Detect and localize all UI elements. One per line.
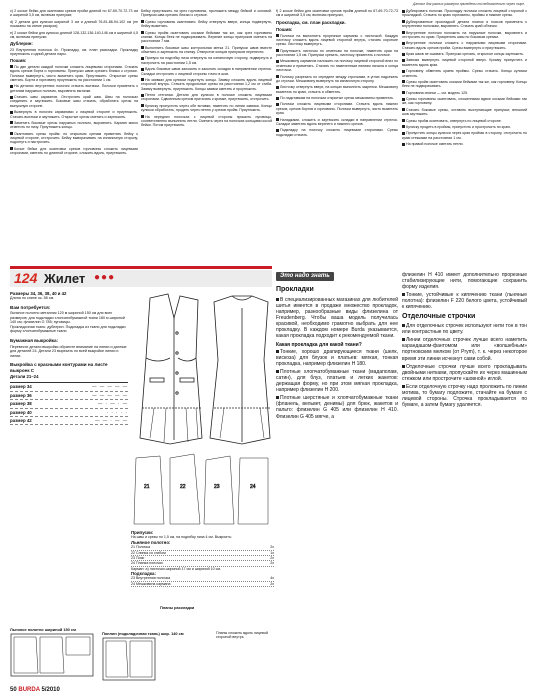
bullet-square-icon [10, 85, 13, 88]
section-heading: Дублерин: [10, 41, 33, 47]
text-paragraph: d) 2 детали для кулиски шириной 3 см и длиной 76-81-86-94-102 см (не показаны на схеме раскроя); [10, 19, 138, 29]
svg-text:21: 21 [144, 484, 150, 490]
extra-text: Карман: а) листочки шириной 17 см и шириной 10 см. [131, 566, 221, 571]
bullet-square-icon [402, 31, 405, 34]
model-number: 124 [14, 270, 38, 286]
info-item: Отделочные строчки лучше всего прокладывать двойными нитками, пропускайте их через машинным стежком или прострочите «шовной» иглой. [402, 363, 527, 382]
text-paragraph: Окантовать срезы пройм: по открытым срезам приметать бейку к лицевой стороне, отстрочить. Бейку выворачивать на изнаночную сторону, подогнуть и настрочить. [10, 131, 138, 145]
text-paragraph: Внутренние полочки положить на наружные полочки, выровнять и отстрочить по краю. Прикрепить швы по боковым срезам. [402, 30, 527, 39]
bullet-square-icon [402, 59, 405, 62]
issue-number: 5/2010 [41, 686, 60, 693]
svg-text:23: 23 [214, 484, 220, 490]
text-paragraph: е) 2 косые бейки для кулисок длиной 128-132-136-140-146 см и шириной 4,5 см, включая припуски. [10, 30, 138, 39]
fabric-parts-heading: Льняное полотно: [131, 539, 171, 545]
info-badge: Это надо знать [276, 272, 334, 281]
lining-layout-title: Поплин (подкладочная ткань) шир. 140 см [102, 631, 184, 636]
size-row: размер 34 — — — — — [10, 383, 128, 391]
plans-title: Планы раскладки [160, 605, 195, 610]
bullet-square-icon [10, 121, 13, 124]
bullet-square-icon [402, 91, 405, 94]
bullet-square-icon [141, 57, 144, 60]
info-title: Прокладки [276, 286, 314, 294]
part-row: 24 Планка полочки 2х [131, 561, 274, 566]
notions-text: Прокладочная ткань: дублерин. Подкладка из ткани для подкладки форму хлопчатобумажные ткани. [10, 324, 126, 334]
text-paragraph: Края швов не сшивать. Припуски срезать, открытые концы заутюжить. [402, 52, 527, 56]
text-paragraph: Вывернуть в полочек карманами к лицевой стороне и приутюжить. Стачать вытачки и заутюжить. Открытые срезы сметать и заутюжить. [10, 110, 138, 119]
size-row: размер 36 — — — — — [10, 392, 128, 400]
page-number: 50 [10, 686, 17, 693]
info-item: флизелин H 410 имеет дополнительно прорезные стабилизирующие нити, помогающие сохранить форму изделия. [402, 272, 527, 291]
svg-text:22: 22 [180, 484, 186, 490]
model-name: Жилет [44, 271, 86, 286]
materials-heading: Вам потребуется: [10, 304, 51, 310]
text-paragraph: Горловина спинки — см. модель 125. [402, 91, 527, 95]
size-row: размер 42 — — · — — [10, 417, 128, 425]
bullet-square-icon [276, 118, 279, 121]
vest-drawing-icon [130, 288, 272, 528]
text-paragraph: На деталях внутренних полочек стачать вытачки. Полочки приметать к деталям наружных полочек, выровнять вытачки. [10, 84, 138, 93]
bullet-square-icon [276, 129, 279, 132]
text-paragraph: Горловину обметать краем проймы. Срезы стачать. Концы кулиски отметить. [402, 69, 527, 78]
pattern-sheet-heading: Выкройка с красными контурами на листе выкроек С [10, 362, 108, 373]
paper-pattern-text: Перевести детали выкройки обратите внимание на линии и данные для деталей 24. Детали 23 вырезать по всей выкройке линии и линии. [10, 344, 127, 358]
svg-text:24: 24 [250, 484, 256, 490]
section-heading: Пошив: [10, 58, 27, 64]
bullet-square-icon [402, 80, 405, 83]
bullet-square-icon [402, 338, 405, 341]
bullet-square-icon [402, 98, 405, 101]
text-paragraph: По надставкам на полочках открытые срезы мешковины приметать. [276, 96, 398, 100]
bullet-square-icon [10, 65, 13, 68]
model-banner [10, 270, 272, 287]
text-paragraph: Петля стеганая. Детали для кулиски в полоске сложить лицевыми сторонами. Сдвоенным срезом притачать к кромке, приутюжить, отстрочить. [141, 93, 272, 102]
bullet-square-icon [276, 49, 279, 52]
sizes-title: Размеры 34, 36, 38, 40 и 42 [10, 291, 67, 296]
page-note: Данные для разных размеров приведены последовательно через тире. [413, 2, 525, 6]
text-paragraph: Срезы пройм окантовать косыми бейками так же, как горловину. Концы беек не подворачивать. [402, 79, 527, 89]
text-paragraph: с) 2 косые бейки для окантовки срезов пройм длиной по 67-69-70-72-73 см и шириной 3,5 см, включая припуски; [10, 9, 138, 18]
allowances-text: На швы и срезы по 1,5 см, на подгибку низа 4 см. Выкроить: [131, 535, 232, 540]
text-paragraph: f) 2 косые бейки для окантовки срезов пройм длиной по 67-69-70-72-73 см и шириной 3,5 см, включая припуски; [276, 9, 398, 18]
linen-layout [10, 628, 94, 678]
bullet-square-icon [402, 324, 405, 327]
bullet-square-icon [402, 108, 405, 111]
part-row: 21 Полочка 2х [131, 545, 274, 550]
text-paragraph: Вдоль боковых швов заложить и заколоть складки в направлении стрелок. Складки отстрочить с лицевой стороны точно в шов. [141, 67, 272, 76]
bullet-square-icon [402, 365, 405, 368]
plans-note: Планы сложить вдоль лицевой стороной внутрь [216, 630, 268, 640]
bullet-square-icon [141, 115, 144, 118]
part-row: 24 Мешковина кармана 2х [131, 581, 274, 586]
bullet-square-icon [141, 68, 144, 71]
text-paragraph: Полочку разрезать по середине между строчками, в углах надсекать до строчки. Мешковину вывернуть на изнаночную сторону. [276, 74, 398, 83]
decorative-stitching-box [402, 272, 527, 688]
bullet-square-icon [276, 350, 279, 353]
page-footer [10, 687, 60, 694]
materials-text: Льняное полотно металлик 120 м шириной 150 см для всех размеров; для подкладки хлопчатобумажной ткани 180 м шириной 140 см; флизелин G 785; пуговицы. [10, 311, 125, 325]
bullet-square-icon [402, 53, 405, 56]
info-item: Если отделочную строчку надо проложить по линии мотива, то бумагу подложите, стачайте на бумаге с лицевой стороны. Строчка прокладывается по бумаге, а затем бумагу удаляется. [402, 383, 527, 409]
text-paragraph: Пропустить концы кулиски через края проймы в сторону, отстрочить по краю стежками на расстоянии 1 см. [402, 131, 527, 140]
paper-pattern-heading: Бумажная выкройка: [10, 337, 59, 343]
bullet-square-icon [141, 31, 144, 34]
info-item: Тонкие, хорошо драпирующиеся ткани (шелк, вискоза) для блузок и платьев: мягкая, тонкая прокладка, например флизелин H 180. [276, 348, 398, 367]
info-item: Для отделочных строчек используют нити тон в тон или контрастные по цвету. [402, 323, 527, 336]
bullet-square-icon [276, 103, 279, 106]
bullet-square-icon [141, 104, 144, 107]
brand-name: BURDA [18, 686, 40, 693]
bullet-square-icon [276, 370, 279, 373]
bullet-square-icon [141, 46, 144, 49]
allowances-heading: Припуски: [131, 530, 154, 535]
text-paragraph: По две детали каждой полочки сложить лицевыми сторонами. Стачать вдоль срезов борта и горловины. Припуски швов срезать близко к строчке. Полочки вывернуть, чисто выметать края. Приутюжить. Открытые срезы сметать. Борта и горловину проутюжить на расстоянии 1 см. [10, 64, 138, 82]
vest-technical-drawing [130, 288, 272, 528]
text-paragraph: Срезы пройм окантовать, отвернуть по лицевой стороне. [402, 119, 527, 123]
bullet-square-icon [402, 385, 405, 388]
instructions-column-1 [10, 9, 138, 264]
bullet-square-icon [141, 20, 144, 23]
bullet-square-icon [402, 10, 405, 13]
lining-parts-heading: Подкладка: [131, 571, 156, 576]
red-divider [10, 266, 272, 269]
linen-layout-diagram-icon [10, 633, 94, 677]
section-heading: Прокладка, см. план раскладки. [276, 19, 346, 25]
instructions-column-2 [141, 9, 272, 264]
text-paragraph: Полочки сложить лицевыми сторонами. Стачать вдоль нижних срезов, срезов бортов и горловины. Полочки вывернуть, чисто выметать края. [276, 102, 398, 116]
size-row: размер 40 · · · · · [10, 409, 128, 417]
text-paragraph: Припуск на подгибку низа отвернуть на изнаночную сторону, подвернуть и настрочить на расстоянии 1,5 см. [141, 56, 272, 65]
text-paragraph: Внутренние полочки сложить с наружными лицевыми сторонами. Стачать вдоль срезов пройм. Срезы вывернуть и приутюжить. [402, 41, 527, 50]
info-intro: В специализированных магазинах для любителей шитья имеется в продаже множество прокладок, например, разнообразные виды флизелина от Freudenberg. Чтобы ваша модель получилась красивой, необходимо грамотно выбрать для нее прокладку. В каждом номере Burda указывается, какая прокладка подходит к рекомендуемой ткани. [276, 296, 398, 340]
text-paragraph: Стачать боковые срезы, оставить выступающие припуски; внешний шов заутюжить. [402, 107, 527, 117]
instructions-column-4 [402, 9, 527, 269]
text-paragraph: На передних полочках с лицевой стороны пришить пуговицы, соответственно выполнить петли. Сметать через на полочках кольцами косой бейки. Потом приутюжить. [141, 114, 272, 128]
bullet-square-icon [402, 119, 405, 122]
bullet-square-icon [402, 20, 405, 23]
model-specs [10, 291, 128, 425]
bullet-square-icon [276, 86, 279, 89]
difficulty-dots: ●●● [94, 272, 116, 283]
text-paragraph: Косые бейки для окантовки срезов горловины сложить лицевыми сторонами, сметать по длинной стороне, сложить вдоль, приутюжить. [10, 146, 138, 156]
text-paragraph: Мешковину карманов наложить на полочку лицевой стороной вниз по отметкам и приметать. Стачать по намеченным линиям начала и конца листочки. [276, 59, 398, 73]
text-paragraph: Дублировать полочки. Прокладку полочки сложить лицевой стороной с прокладкой. Стачать по краю горловины, проймы и нижние срезы. [402, 9, 527, 18]
text-paragraph: На правой полочке сметать петли. [402, 142, 527, 146]
text-paragraph: Срезы горловины окантовать: бейку отвернуть вверх, концы подвернуть, бейку выметать. [141, 19, 272, 29]
text-paragraph: 23 Внутренняя полочка 4х. Прокладку, см. план раскладки. Прокладку приутюжить к одной детали пары. [10, 47, 138, 56]
bullet-square-icon [402, 293, 405, 296]
text-paragraph: Кулиску продеть в проймы, припустить и прострочить по краю. [402, 125, 527, 129]
size-legend [10, 382, 128, 425]
text-paragraph: Дублированные прокладкой детали планок и поясов приметать к внутренним полочкам, выровнять. Стачать край обтачки. [402, 19, 527, 29]
info-item: Тонкие, устойчивые к кипячению ткани (льняные полотна): флизелин F 220 белого цвета, устойчивый к кипячению. [402, 292, 527, 311]
part-row: 23 Пояс 2х [131, 555, 274, 560]
linen-layout-title: Льняное полотно шириной 150 см [10, 627, 76, 632]
text-paragraph: Срезы пройм окантовать косыми бейками так же, как срез горловины спинки. Концы беек не подворачивать. Верхние концы припусков сметать на расстоянии 7 мм. [141, 30, 272, 44]
text-paragraph: Приутюжить листочки по отметкам на полочке, наметить края на расстоянии 1,5 см. Припуски срезать, листочку приметать к полочке. [276, 48, 398, 57]
section-heading: Пошив: [276, 27, 293, 33]
bullet-square-icon [402, 125, 405, 128]
bullet-square-icon [402, 143, 405, 146]
size-row: размер 38 — · — · — [10, 400, 128, 408]
text-paragraph: Кулиску пропустить через обе вставки, наметить по линии завязок. Концы кулиски обработать, продеть через петлю у срезов пройм. Приутюжить. [141, 103, 272, 113]
text-paragraph: Листочку отвернуть вверх, на концах выполнить закрепки. Мешковину выметать по краю, стачать и обметать. [276, 85, 398, 94]
info-item: Линии отделочных строчек лучше всего наметить карандашом-фантомом или «волшебным» портновским мелком (от Prym), т. к. через некоторое время эти линии исчезнут сами собой. [402, 337, 527, 362]
info-item: Плотные хлопчатобумажные ткани (мадаполам, сатин), для блуз, платьев и легких жакетов: держащая форму, но при этом мягкая прокладка, например флизелин H 200. [276, 368, 398, 394]
text-paragraph: Наладками, сложить и заутюжить складки в направлении стрелок. Складки заметать вдоль верхнего и нижнего срезов. [276, 117, 398, 126]
bullet-square-icon [10, 96, 13, 99]
text-paragraph: Завязки вывернуть лицевой стороной вверх. Кромку припустить и выметать вдоль края. [402, 58, 527, 67]
bullet-square-icon [10, 111, 13, 114]
length-note: Длина по спине ок. 58 см. [10, 296, 55, 301]
bullet-square-icon [276, 34, 279, 37]
part-row: 22 Спинка со сгибом 1х [131, 550, 274, 555]
bullet-square-icon [276, 396, 279, 399]
bullet-square-icon [402, 42, 405, 45]
text-paragraph: На заявках для кулиски подогнуть концы. Заявку сложить вдоль лицевой стороной внутрь. Стачать продольные срезы на расстоянии 1,2 см от сгиба. Заявку вывернуть, приутюжить. Концы заявки сметать и проутюжить. [141, 77, 272, 91]
bullet-square-icon [10, 132, 13, 135]
cutting-layouts [10, 600, 282, 685]
bullet-square-icon [276, 75, 279, 78]
bullet-square-icon [276, 60, 279, 63]
bullet-square-icon [276, 298, 279, 301]
lining-layout [102, 632, 212, 682]
bullet-square-icon [402, 132, 405, 135]
parts-range: Детали 21–24 [10, 374, 39, 380]
stitching-title: Отделочные строчки [402, 312, 476, 320]
lining-layout-diagram-icon [102, 637, 156, 681]
text-paragraph: Полочки на выполнить прорезные карманы с листочкой. Каждую листочку сложить вдоль лицевой стороной внутрь, стачать короткие срезы. Листочку вывернуть. [276, 33, 398, 47]
info-subtitle: Какая прокладка для какой ткани? [276, 341, 362, 348]
text-paragraph: Стачать швы карманов. Отстрочить край шва. Швы на полочках соединить и заутюжить. Боковые швы стачать, обработать срезы на выпускную стороне. [10, 95, 138, 108]
text-paragraph: Заметать боковые срезы наружных полочек, выровнять. Карман мягко отметить по низу. Приутюжить концы. [10, 120, 138, 130]
instructions-column-3 [276, 9, 398, 269]
bullet-square-icon [276, 97, 279, 100]
interfacing-info-box [276, 272, 398, 688]
part-row: 23 Внутренняя полочка 4х [131, 576, 274, 581]
text-paragraph: Бейку приутюжить на срез горловины, проложить между бейкой и основой. Припуски шва срезать близко к строчке. [141, 9, 272, 18]
text-paragraph: Подкладку на полочку сложить лицевыми сторонами. Срезы подкладки стачать. [276, 128, 398, 137]
bullet-square-icon [141, 78, 144, 81]
bullet-square-icon [10, 147, 13, 150]
bullet-square-icon [141, 94, 144, 97]
plans-block [160, 606, 280, 640]
text-paragraph: Срезы горловины окантовать, сложенными вдвое косыми бейками так же, как горловину. [402, 97, 527, 106]
bullet-square-icon [402, 70, 405, 73]
info-item: Плотные шерстяные и хлопчатобумажные ткани (фланель, вельвет, денимы) для брюк, жакетов и пальто: флизелин G 405 или флизелин H 410. Флизелин G 405 мягче, а [276, 395, 398, 420]
text-paragraph: Выполнить боковые швы контрольная метка 21. Припуски швов вместе обметать и заутюжить на спинку. Отверстие концов припусков перенести. [141, 45, 272, 54]
